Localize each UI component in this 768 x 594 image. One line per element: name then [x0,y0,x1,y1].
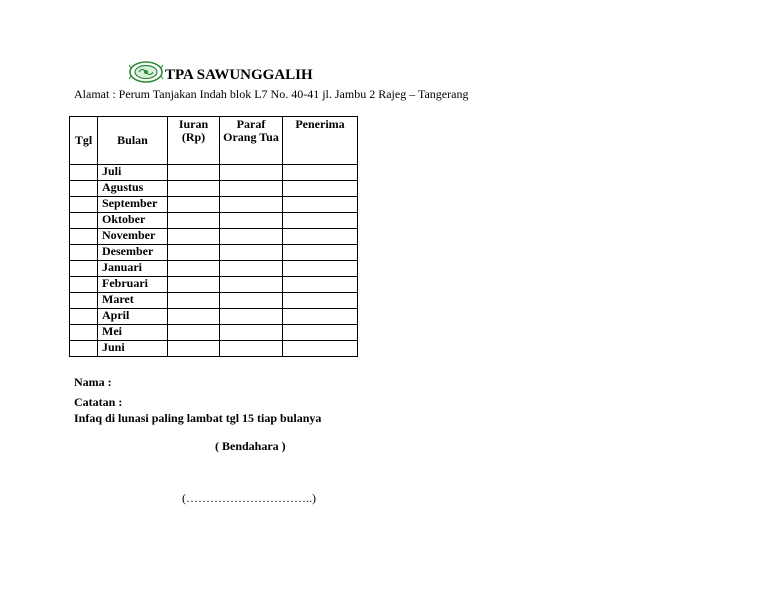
penerima-cell [283,309,358,325]
penerima-cell [283,229,358,245]
header-paraf [220,117,283,165]
iuran-cell [168,309,220,325]
penerima-cell [283,213,358,229]
penerima-cell [283,197,358,213]
table-row [70,197,358,213]
note-text: Infaq di lunasi paling lambat tgl 15 tiap bulanya [74,411,322,425]
header-paraf-label: Paraf [236,117,266,131]
month-cell: November [98,229,168,245]
paraf-cell [220,181,283,197]
tgl-cell [70,309,98,325]
month-cell: Maret [98,293,168,309]
header-iuran-unit: (Rp) [181,130,206,144]
table-row [70,261,358,277]
month-cell: Januari [98,261,168,277]
iuran-cell [168,341,220,357]
header-tgl [70,117,98,165]
table-header-row [70,117,358,165]
table-row [70,309,358,325]
table-row [70,165,358,181]
header-bulan [98,117,168,165]
paraf-cell [220,309,283,325]
paraf-cell [220,197,283,213]
paraf-cell [220,341,283,357]
paraf-cell [220,261,283,277]
iuran-cell [168,325,220,341]
tgl-cell [70,197,98,213]
tgl-cell [70,293,98,309]
month-cell: Juni [98,341,168,357]
header-paraf-sub: Orang Tua [223,130,279,144]
iuran-cell [168,213,220,229]
tgl-cell [70,325,98,341]
month-cell: Desember [98,245,168,261]
paraf-cell [220,229,283,245]
treasurer-label: ( Bendahara ) [215,439,286,453]
paraf-cell [220,245,283,261]
organization-address: Alamat : Perum Tanjakan Indah blok L7 No. 40-41 jl. Jambu 2 Rajeg – Tangerang [74,87,469,101]
penerima-cell [283,293,358,309]
tgl-cell [70,213,98,229]
paraf-cell [220,325,283,341]
paraf-cell [220,293,283,309]
name-label: Nama : [74,375,112,389]
table-row [70,181,358,197]
month-cell: Februari [98,277,168,293]
penerima-cell [283,181,358,197]
penerima-cell [283,277,358,293]
iuran-cell [168,261,220,277]
header-tgl-label: Tgl [74,133,93,147]
tgl-cell [70,277,98,293]
organization-name: TPA SAWUNGGALIH [165,67,313,83]
penerima-cell [283,341,358,357]
payment-table [69,116,358,357]
tgl-cell [70,245,98,261]
tgl-cell [70,229,98,245]
tgl-cell [70,181,98,197]
iuran-cell [168,245,220,261]
month-cell: September [98,197,168,213]
note-label: Catatan : [74,395,123,409]
iuran-cell [168,197,220,213]
penerima-cell [283,325,358,341]
tgl-cell [70,261,98,277]
header-bulan-label: Bulan [117,133,148,147]
table-row [70,245,358,261]
iuran-cell [168,181,220,197]
iuran-cell [168,165,220,181]
iuran-cell [168,229,220,245]
iuran-cell [168,277,220,293]
month-cell: Juli [98,165,168,181]
month-cell: Oktober [98,213,168,229]
green-seal-logo-icon [128,59,164,85]
table-row [70,229,358,245]
header-iuran [168,117,220,165]
table-row [70,293,358,309]
tgl-cell [70,165,98,181]
iuran-cell [168,293,220,309]
paraf-cell [220,277,283,293]
month-cell: Mei [98,325,168,341]
table-row [70,213,358,229]
paraf-cell [220,213,283,229]
table-row [70,277,358,293]
penerima-cell [283,261,358,277]
header-penerima-label: Penerima [295,117,345,131]
month-cell: April [98,309,168,325]
table-row [70,325,358,341]
header-penerima [283,117,358,165]
tgl-cell [70,341,98,357]
month-cell: Agustus [98,181,168,197]
table-row [70,341,358,357]
paraf-cell [220,165,283,181]
penerima-cell [283,245,358,261]
header-iuran-label: Iuran [178,117,209,131]
penerima-cell [283,165,358,181]
signature-line: (…………………………..) [182,491,316,505]
